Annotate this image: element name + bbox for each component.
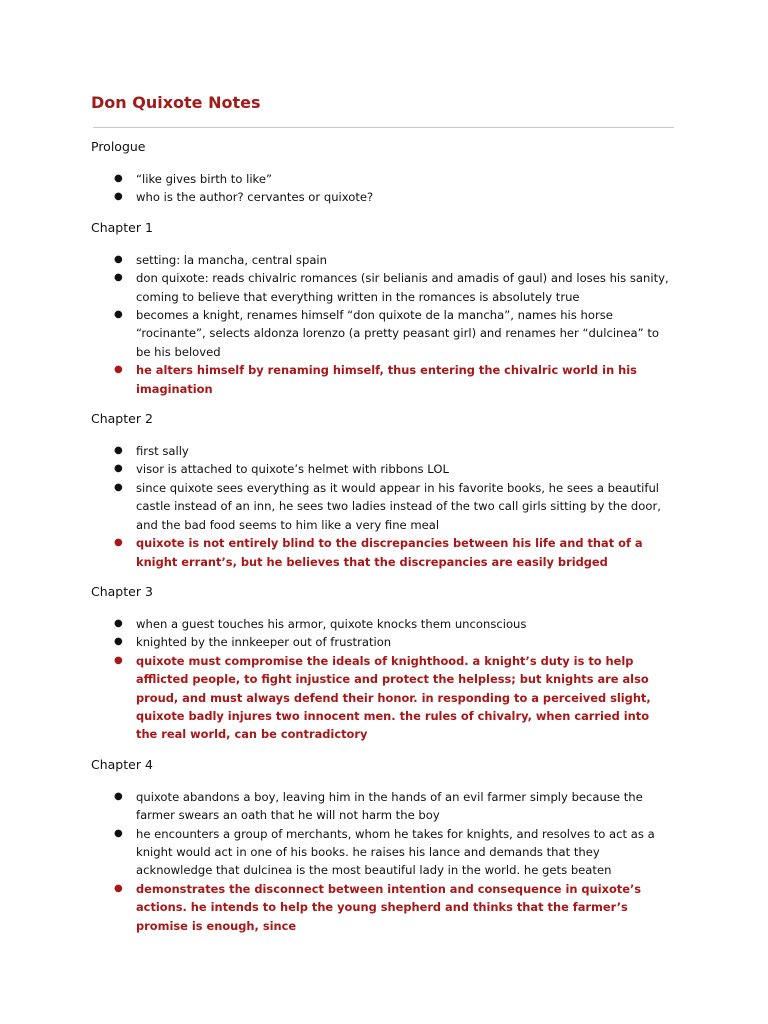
list-item — [91, 460, 674, 478]
list-item-text: he encounters a group of merchants, whom he takes for knights, and resolves to act as a knight would act in one of his books. he raises his lance and demands that they acknowledge that dulcinea is the most beautiful lady in the world. he gets beaten — [136, 826, 655, 878]
bullet-dot-icon: ● — [114, 364, 123, 376]
bullet-dot-icon: ● — [114, 636, 123, 648]
bullet-dot-icon: ● — [114, 309, 123, 321]
highlighted-list-item — [91, 361, 674, 398]
bullet-dot-icon: ● — [114, 463, 123, 475]
bullet-dot-icon: ● — [114, 253, 123, 265]
list-item-text: becomes a knight, renames himself “don quixote de la mancha”, names his horse “rocinante”, selects aldonza lorenzo (a pretty peasant girl) and renames her “dulcinea” to be his beloved — [136, 308, 659, 359]
list-item — [91, 306, 674, 361]
bullet-dot-icon: ● — [114, 654, 123, 666]
list-item — [91, 188, 674, 206]
list-item-text: visor is attached to quixote’s helmet with ribbons LOL — [136, 462, 449, 477]
section-heading: Prologue — [91, 139, 146, 154]
highlighted-list-item — [91, 534, 674, 571]
bullet-dot-icon: ● — [114, 790, 123, 802]
list-item — [91, 615, 674, 633]
bullet-list — [91, 170, 674, 207]
list-item — [91, 825, 674, 880]
list-item-text: don quixote: reads chivalric romances (sir belianis and amadis of gaul) and loses his sanity, coming to believe that everything written in the romances is absolutely true — [136, 271, 669, 304]
list-item-text: since quixote sees everything as it would appear in his favorite books, he sees a beautiful castle instead of an inn, he sees two ladies instead of the two call girls sitting by the door, and the bad food seems to him like a very fine meal — [136, 480, 661, 532]
list-item — [91, 788, 674, 825]
list-item — [91, 442, 674, 460]
bullet-dot-icon: ● — [114, 827, 123, 839]
list-item — [91, 479, 674, 534]
title-divider — [93, 127, 674, 128]
list-item — [91, 251, 674, 269]
document-body — [91, 138, 674, 935]
highlighted-list-item — [91, 880, 674, 935]
list-item-text: knighted by the innkeeper out of frustration — [136, 635, 392, 650]
list-item — [91, 269, 674, 306]
bullet-list — [91, 788, 674, 935]
list-item-text: quixote is not entirely blind to the discrepancies between his life and that of a knight errant’s, but he believes that the discrepancies are easily bridged — [136, 536, 643, 569]
list-item-text: setting: la mancha, central spain — [136, 252, 327, 267]
list-item-text: quixote abandons a boy, leaving him in the hands of an evil farmer simply because the farmer swears an oath that he will not harm the boy — [136, 789, 643, 823]
bullet-dot-icon: ● — [114, 617, 123, 629]
section-heading: Chapter 3 — [91, 583, 153, 599]
list-item — [91, 633, 674, 651]
list-item-text: demonstrates the disconnect between intention and consequence in quixote’s actions. he intends to help the young shepherd and thinks that the farmer’s promise is enough, since — [136, 881, 642, 933]
list-item-text: “like gives birth to like” — [136, 172, 272, 186]
bullet-dot-icon: ● — [114, 173, 123, 184]
section-heading: Chapter 1 — [91, 219, 153, 235]
bullet-dot-icon: ● — [114, 445, 123, 457]
document-title: Don Quixote Notes — [91, 93, 261, 112]
highlighted-list-item — [91, 652, 674, 744]
list-item — [91, 170, 674, 188]
list-item-text: when a guest touches his armor, quixote knocks them unconscious — [136, 616, 527, 631]
list-item-text: first sally — [136, 444, 189, 459]
list-item-text: who is the author? cervantes or quixote? — [136, 190, 374, 205]
bullet-dot-icon: ● — [114, 537, 123, 549]
bullet-dot-icon: ● — [114, 481, 123, 493]
bullet-dot-icon: ● — [114, 191, 123, 203]
section-heading: Chapter 2 — [91, 411, 153, 427]
list-item-text: he alters himself by renaming himself, thus entering the chivalric world in his imagination — [136, 363, 637, 396]
bullet-dot-icon: ● — [114, 882, 123, 894]
bullet-list — [91, 251, 674, 398]
bullet-list — [91, 442, 674, 571]
bullet-dot-icon: ● — [114, 272, 123, 284]
list-item-text: quixote must compromise the ideals of knighthood. a knight’s duty is to help afflicted people, to fight injustice and protect the helpless; but knights are also proud, and must always defend their honor. in responding to a perceived slight, quixote badly injures two innocent men. the rules of chivalry, when carried into the real world, can be contradictory — [136, 653, 651, 742]
bullet-list — [91, 615, 674, 744]
section-heading: Chapter 4 — [91, 756, 153, 772]
